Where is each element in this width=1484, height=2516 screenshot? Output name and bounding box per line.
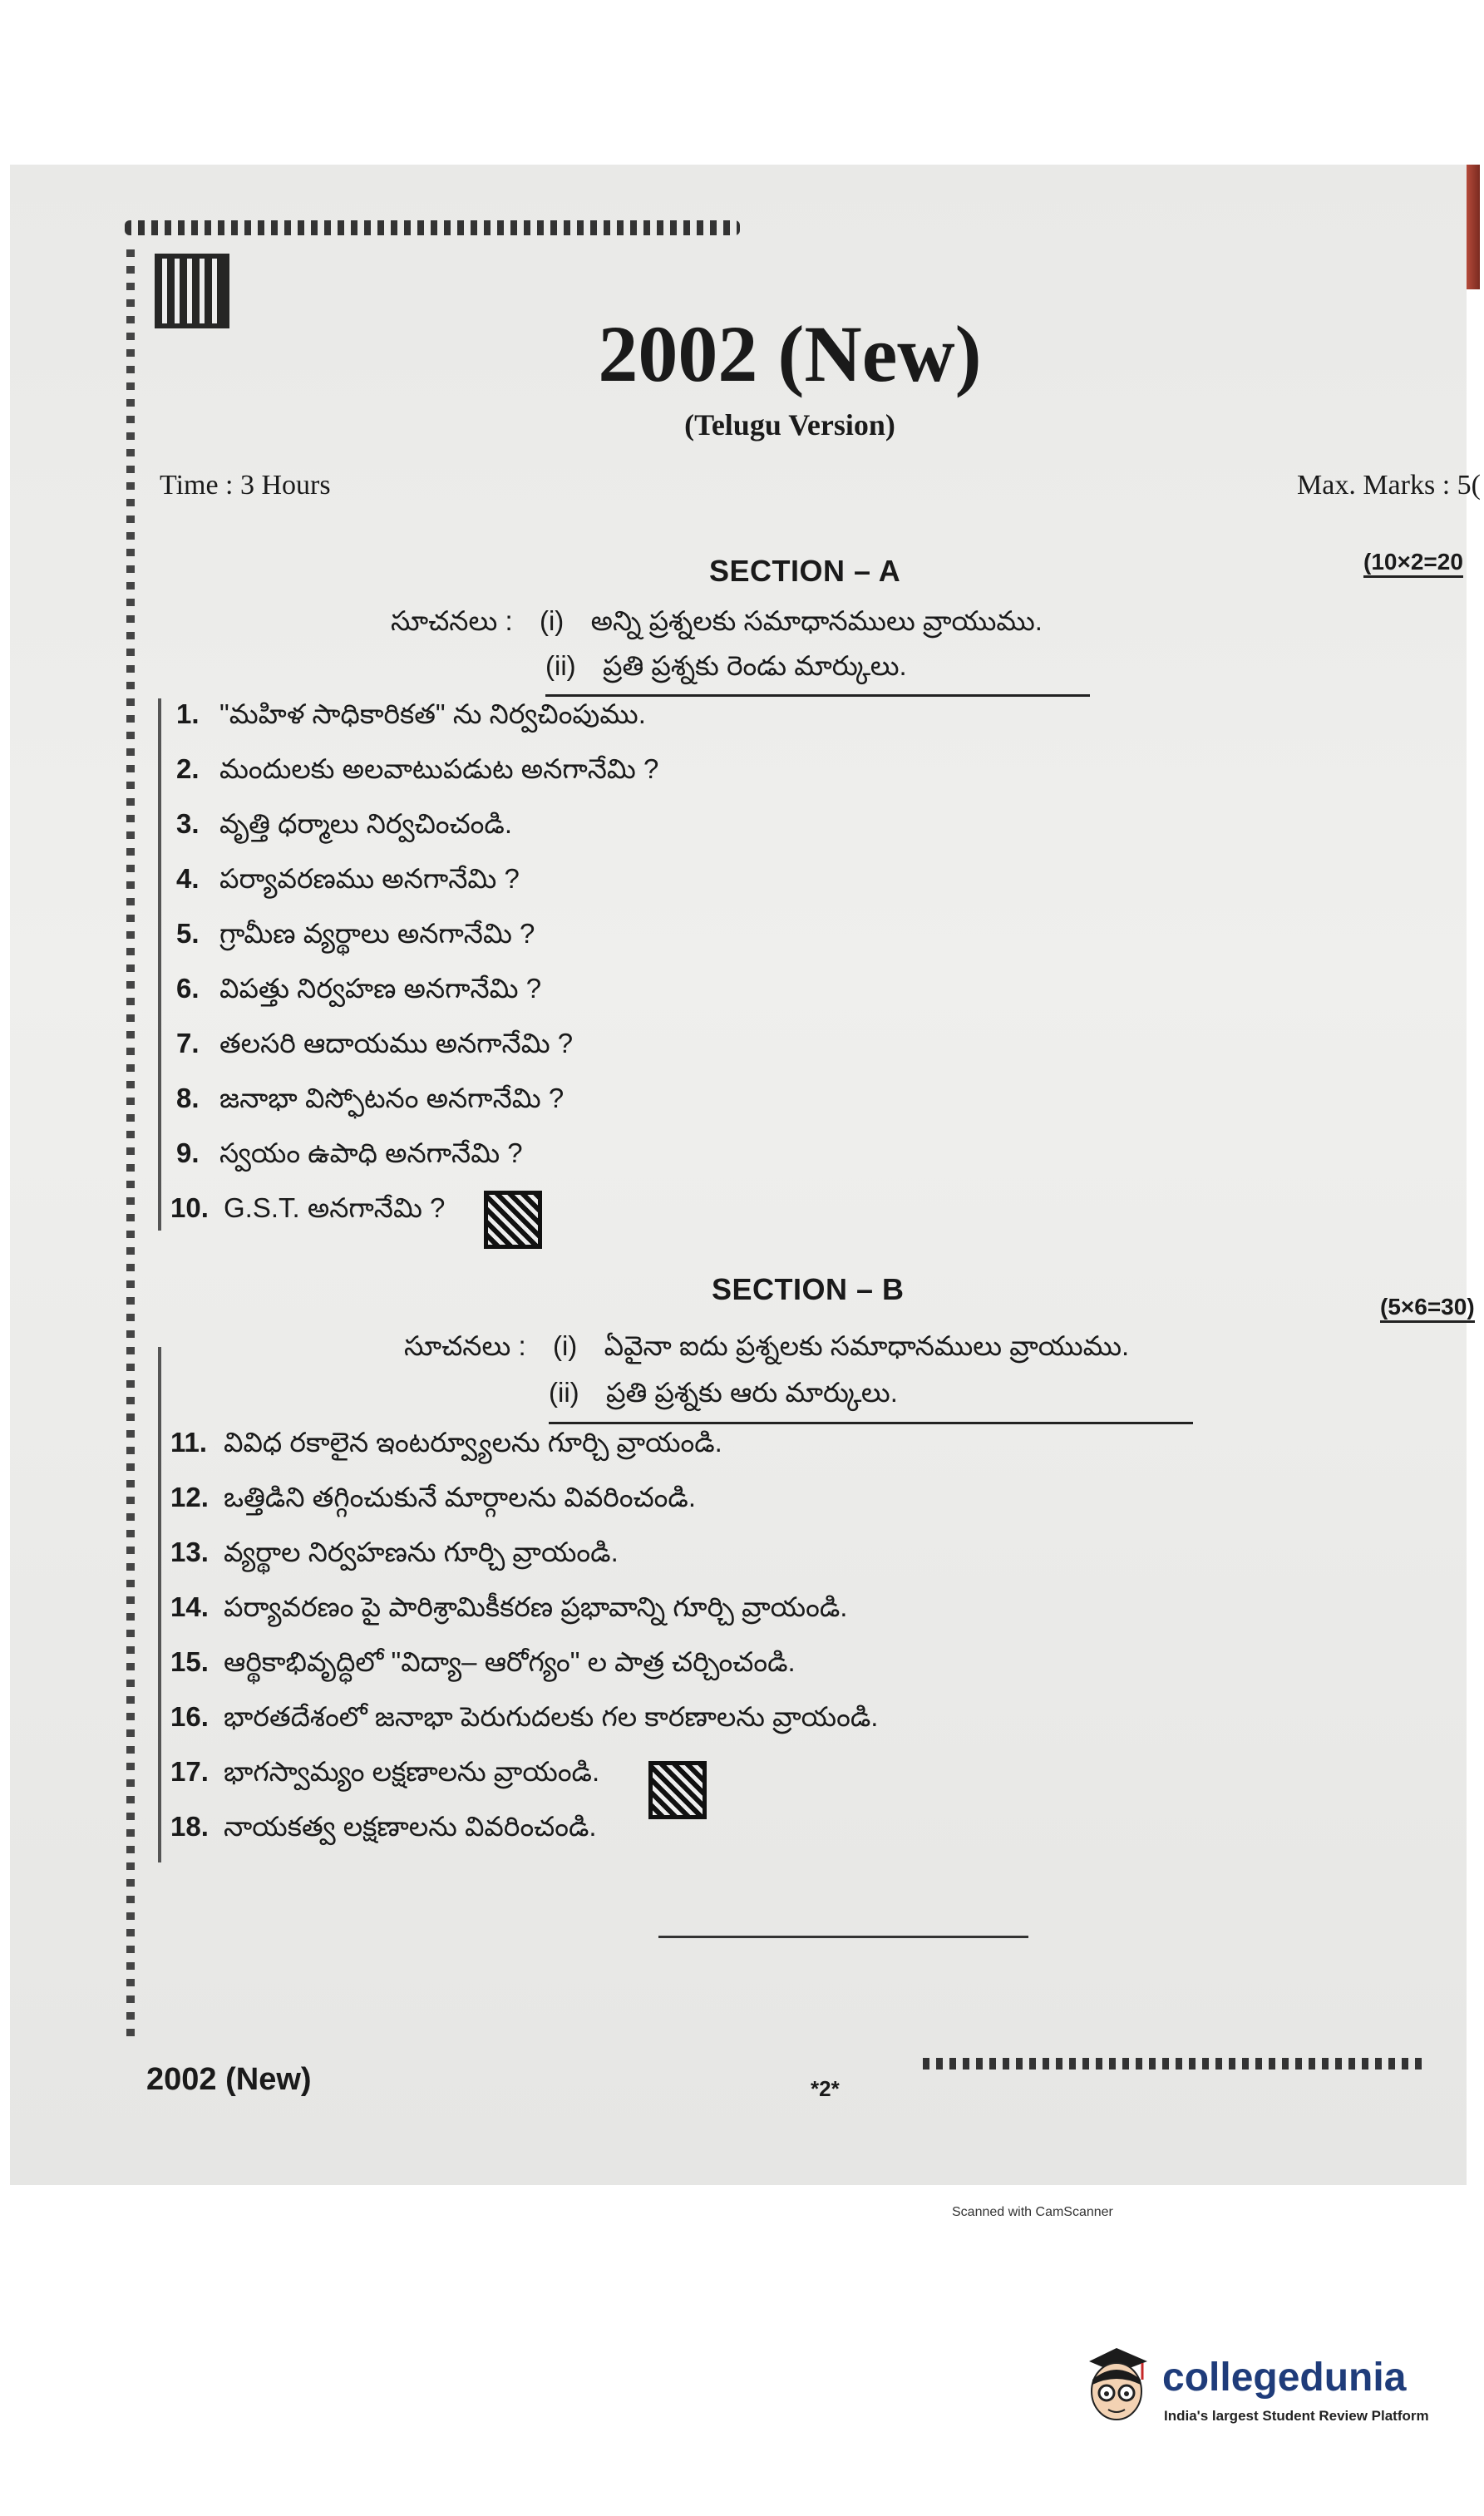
question-number: 15. [170,1646,209,1677]
question-item [176,753,658,792]
footer-paper-code: 2002 (New) [146,2062,312,2097]
mascot-icon [1081,2343,1152,2426]
section-b-instruction-2 [549,1377,898,1415]
instruction-text: ఏవైనా ఐదు ప్రశ్నలకు సమాధానములు వ్రాయుము. [604,1330,1130,1361]
question-item [170,1701,878,1739]
instruction-number: (i) [539,605,565,636]
question-number: 5. [176,918,200,949]
question-item [170,1646,796,1685]
question-bracket-b [158,1347,161,1862]
question-number: 17. [170,1756,209,1787]
question-text: విపత్తు నిర్వహణ అనగానేమి ? [219,973,542,1004]
paper-subtitle: (Telugu Version) [684,408,895,442]
section-b-title: SECTION – B [712,1272,905,1306]
instruction-rule [549,1422,1193,1424]
instruction-number: (ii) [545,650,576,681]
question-text: వ్యర్థాల నిర్వహణను గూర్చి వ్రాయండి. [224,1537,619,1567]
question-text: వివిధ రకాలైన ఇంటర్వ్యూలను గూర్చి వ్రాయండి. [224,1427,722,1458]
question-number: 6. [176,973,200,1004]
question-text: పర్యావరణము అనగానేమి ? [219,863,520,894]
question-text: భాగస్వామ్యం లక్షణాలను వ్రాయండి. [224,1756,600,1787]
scanner-watermark: Scanned with CamScanner [952,2205,1113,2219]
question-number: 11. [170,1427,208,1458]
section-a-instruction-2 [545,650,907,688]
collegedunia-logo [1081,2336,1447,2436]
question-text: నాయకత్వ లక్షణాలను వివరించండి. [224,1811,597,1842]
question-number: 13. [170,1537,209,1567]
page-number: *2* [811,2076,840,2101]
question-text: వృత్తి ధర్మాలు నిర్వచించండి. [219,808,512,839]
paper-title: 2002 (New) [598,309,982,398]
question-item [170,1756,599,1794]
question-item [170,1591,847,1630]
question-text: మందులకు అలవాటుపడుట అనగానేమి ? [219,753,659,784]
question-item [176,973,541,1011]
section-a-marks: (10×2=20 [1363,549,1463,578]
question-number: 7. [176,1028,200,1058]
instruction-label: సూచనలు : [404,1330,526,1361]
question-item [176,808,512,846]
question-number: 2. [176,753,200,784]
section-a-instruction-1 [391,605,1043,644]
section-a-title: SECTION – A [709,554,901,588]
qr-code-icon [484,1191,542,1249]
question-item [170,1482,696,1520]
question-item [170,1537,619,1575]
question-number: 16. [170,1701,209,1732]
question-item [170,1427,722,1465]
decorative-border-left [126,249,135,2037]
instruction-number: (i) [552,1330,578,1361]
question-number: 12. [170,1482,209,1512]
section-b-instruction-1 [404,1330,1129,1369]
question-text: భారతదేశంలో జనాభా పెరుగుదలకు గల కారణాలను వ్రాయండి. [224,1701,879,1732]
question-item [176,1028,573,1066]
instruction-text: అన్ని ప్రశ్నలకు సమాధానములు వ్రాయుము. [590,605,1043,636]
barcode-icon [155,254,229,328]
question-text: తలసరి ఆదాయము అనగానేమి ? [219,1028,574,1058]
question-number: 10. [170,1192,209,1223]
instruction-number: (ii) [549,1377,579,1408]
logo-tagline: India's largest Student Review Platform [1164,2408,1429,2424]
time-label: Time : 3 Hours [160,470,331,501]
question-number: 8. [176,1083,200,1113]
decorative-border-bottom [923,2058,1422,2070]
question-text: జనాభా విస్ఫోటనం అనగానేమి ? [219,1083,565,1113]
instruction-rule [545,694,1090,697]
question-bracket-a [158,698,161,1231]
question-number: 9. [176,1137,200,1168]
question-item [176,863,520,901]
question-text: పర్యావరణం పై పారిశ్రామికీకరణ ప్రభావాన్ని గూర్చి వ్రాయండి. [224,1591,848,1622]
question-text: ఆర్థికాభివృద్ధిలో "విద్యా– ఆరోగ్యం" ల పాత్ర చర్చించండి. [224,1646,796,1677]
question-item [176,1083,564,1121]
section-b-marks: (5×6=30) [1380,1294,1475,1323]
question-text: G.S.T. అనగానేమి ? [224,1192,446,1223]
qr-code-icon [648,1761,707,1819]
question-item [176,1137,523,1176]
decorative-border-top [125,220,740,235]
question-item [176,698,646,737]
question-item [170,1192,445,1231]
question-number: 3. [176,808,200,839]
question-item [170,1811,597,1849]
question-number: 18. [170,1811,209,1842]
question-text: గ్రామీణ వ్యర్థాలు అనగానేమి ? [219,918,535,949]
question-number: 14. [170,1591,209,1622]
instruction-label: సూచనలు : [391,605,513,636]
max-marks-label: Max. Marks : 5( [1297,470,1481,501]
end-rule [658,1936,1028,1938]
question-number: 1. [176,698,200,729]
question-item [176,918,535,956]
instruction-text: ప్రతి ప్రశ్నకు రెండు మార్కులు. [603,650,907,681]
page-edge [1467,165,1480,289]
question-text: ఒత్తిడిని తగ్గించుకునే మార్గాలను వివరించండి. [224,1482,697,1512]
logo-wordmark: collegedunia [1162,2356,1407,2400]
question-number: 4. [176,863,200,894]
instruction-text: ప్రతి ప్రశ్నకు ఆరు మార్కులు. [606,1377,898,1408]
question-text: "మహిళ సాధికారికత" ను నిర్వచింపుము. [219,698,646,729]
question-text: స్వయం ఉపాధి అనగానేమి ? [219,1137,523,1168]
